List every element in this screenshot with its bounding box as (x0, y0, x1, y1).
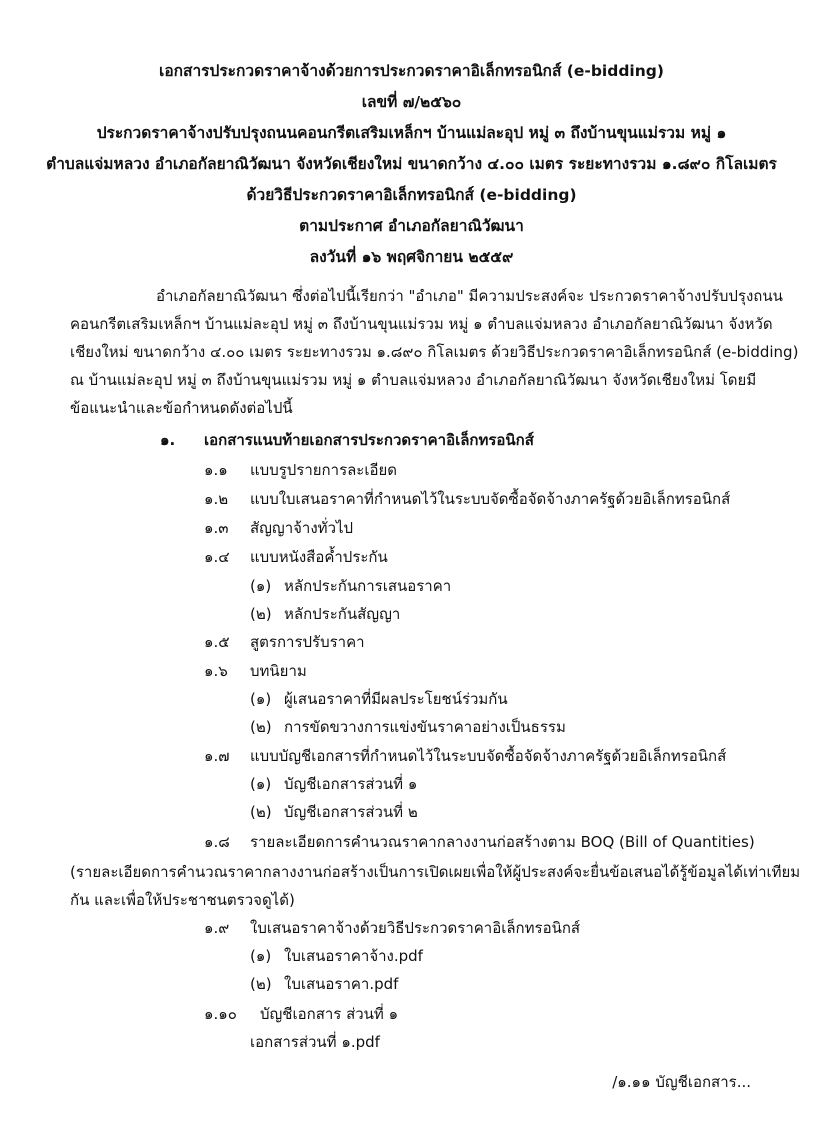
sub-item-number: (๑) (250, 947, 272, 965)
announcement-line: ตามประกาศ อำเภอกัลยาณิวัฒนา (299, 217, 524, 235)
sub-item-text: การขัดขวางการแข่งขันราคาอย่างเป็นธรรม (284, 718, 566, 736)
item-note (70, 858, 801, 914)
project-title-line-2: ตำบลแจ่มหลวง อำเภอกัลยาณิวัฒนา จังหวัดเชียงใหม่ ขนาดกว้าง ๔.๐๐ เมตร ระยะทางรวม ๑.๘๙๐ กิโลเมตร (46, 155, 777, 173)
announcement-date: ลงวันที่ ๑๖ พฤศจิกายน ๒๕๕๙ (309, 248, 514, 266)
intro-line: ข้อแนะนำและข้อกำหนดดังต่อไปนี้ (70, 399, 293, 417)
intro-paragraph (70, 282, 799, 422)
item-number: ๑.๗ (204, 747, 230, 765)
sub-item-text: ผู้เสนอราคาที่มีผลประโยชน์ร่วมกัน (284, 690, 508, 708)
sub-item-text: บัญชีเอกสารส่วนที่ ๑ (284, 775, 418, 793)
item-number: ๑.๔ (204, 548, 230, 566)
item-text: ใบเสนอราคาจ้างด้วยวิธีประกวดราคาอิเล็กทรอนิกส์ (250, 919, 581, 937)
sub-item-number: (๒) (250, 605, 272, 623)
item-number: ๑.๑ (204, 461, 228, 479)
section-title: เอกสารแนบท้ายเอกสารประกวดราคาอิเล็กทรอนิกส์ (204, 431, 534, 449)
item-text: แบบรูปรายการละเอียด (250, 461, 398, 479)
item-text: แบบหนังสือค้ำประกัน (250, 548, 388, 566)
intro-line: คอนกรีตเสริมเหล็กฯ บ้านแม่ละอุป หมู่ ๓ ถึงบ้านขุนแม่รวม หมู่ ๑ ตำบลแจ่มหลวง อำเภอกัลยาณิวัฒนา จังหวัด (70, 315, 773, 333)
section-number: ๑. (160, 431, 176, 449)
item-text: แบบใบเสนอราคาที่กำหนดไว้ในระบบจัดซื้อจัดจ้างภาครัฐด้วยอิเล็กทรอนิกส์ (250, 490, 731, 508)
item-text: สัญญาจ้างทั่วไป (250, 519, 354, 537)
method-line: ด้วยวิธีประกวดราคาอิเล็กทรอนิกส์ (e-bidding) (246, 186, 577, 204)
sub-item-number: (๑) (250, 577, 272, 595)
note-line: (รายละเอียดการคำนวณราคากลางงานก่อสร้างเป็นการเปิดเผยเพื่อให้ผู้ประสงค์จะยื่นข้อเสนอได้รู้ข้อมูลได้เท่าเทียม (70, 863, 801, 881)
sub-item-text: เอกสารส่วนที่ ๑.pdf (250, 1033, 380, 1051)
sub-item-text: ใบเสนอราคา.pdf (284, 975, 399, 993)
item-text: บทนิยาม (250, 662, 307, 680)
sub-item-number: (๑) (250, 775, 272, 793)
document-number: เลขที่ ๗/๒๕๖๐ (361, 93, 462, 111)
item-number: ๑.๖ (204, 662, 228, 680)
intro-line: ณ บ้านแม่ละอุป หมู่ ๓ ถึงบ้านขุนแม่รวม หมู่ ๑ ตำบลแจ่มหลวง อำเภอกัลยาณิวัฒนา จังหวัดเชียงใหม่ โดยมี (70, 371, 757, 389)
item-number: ๑.๒ (204, 490, 229, 508)
sub-item-text: ใบเสนอราคาจ้าง.pdf (284, 947, 423, 965)
item-number: ๑.๙ (204, 919, 230, 937)
sub-item-text: หลักประกันสัญญา (284, 605, 401, 623)
sub-item-text: บัญชีเอกสารส่วนที่ ๒ (284, 803, 418, 821)
sub-item-number: (๒) (250, 975, 272, 993)
intro-line: อำเภอกัลยาณิวัฒนา ซึ่งต่อไปนี้เรียกว่า "อำเภอ" มีความประสงค์จะ ประกวดราคาจ้างปรับปรุงถนน (156, 287, 783, 305)
sub-item-number: (๒) (250, 718, 272, 736)
item-number: ๑.๓ (204, 519, 229, 537)
sub-item-number: (๒) (250, 803, 272, 821)
note-line: กัน และเพื่อให้ประชาชนตรวจดูได้) (70, 891, 295, 909)
intro-line: เชียงใหม่ ขนาดกว้าง ๔.๐๐ เมตร ระยะทางรวม ๑.๘๙๐ กิโลเมตร ด้วยวิธีประกวดราคาอิเล็กทรอนิกส์ (e-bidding) (70, 343, 799, 361)
project-title-line-1: ประกวดราคาจ้างปรับปรุงถนนคอนกรีตเสริมเหล็กฯ บ้านแม่ละอุป หมู่ ๓ ถึงบ้านขุนแม่รวม หมู่ ๑ (96, 124, 727, 142)
item-number: ๑.๕ (204, 633, 230, 651)
item-text: บัญชีเอกสาร ส่วนที่ ๑ (260, 1005, 399, 1023)
page-continuation: /๑.๑๑ บัญชีเอกสาร... (612, 1073, 751, 1091)
item-number: ๑.๑๐ (204, 1005, 237, 1023)
document-title: เอกสารประกวดราคาจ้างด้วยการประกวดราคาอิเล็กทรอนิกส์ (e-bidding) (159, 62, 664, 80)
item-text: รายละเอียดการคำนวณราคากลางงานก่อสร้างตาม BOQ (Bill of Quantities) (250, 833, 755, 851)
item-number: ๑.๘ (204, 833, 230, 851)
sub-item-number: (๑) (250, 690, 272, 708)
item-text: สูตรการปรับราคา (250, 633, 365, 651)
sub-item-text: หลักประกันการเสนอราคา (284, 577, 452, 595)
item-text: แบบบัญชีเอกสารที่กำหนดไว้ในระบบจัดซื้อจัดจ้างภาครัฐด้วยอิเล็กทรอนิกส์ (250, 747, 727, 765)
